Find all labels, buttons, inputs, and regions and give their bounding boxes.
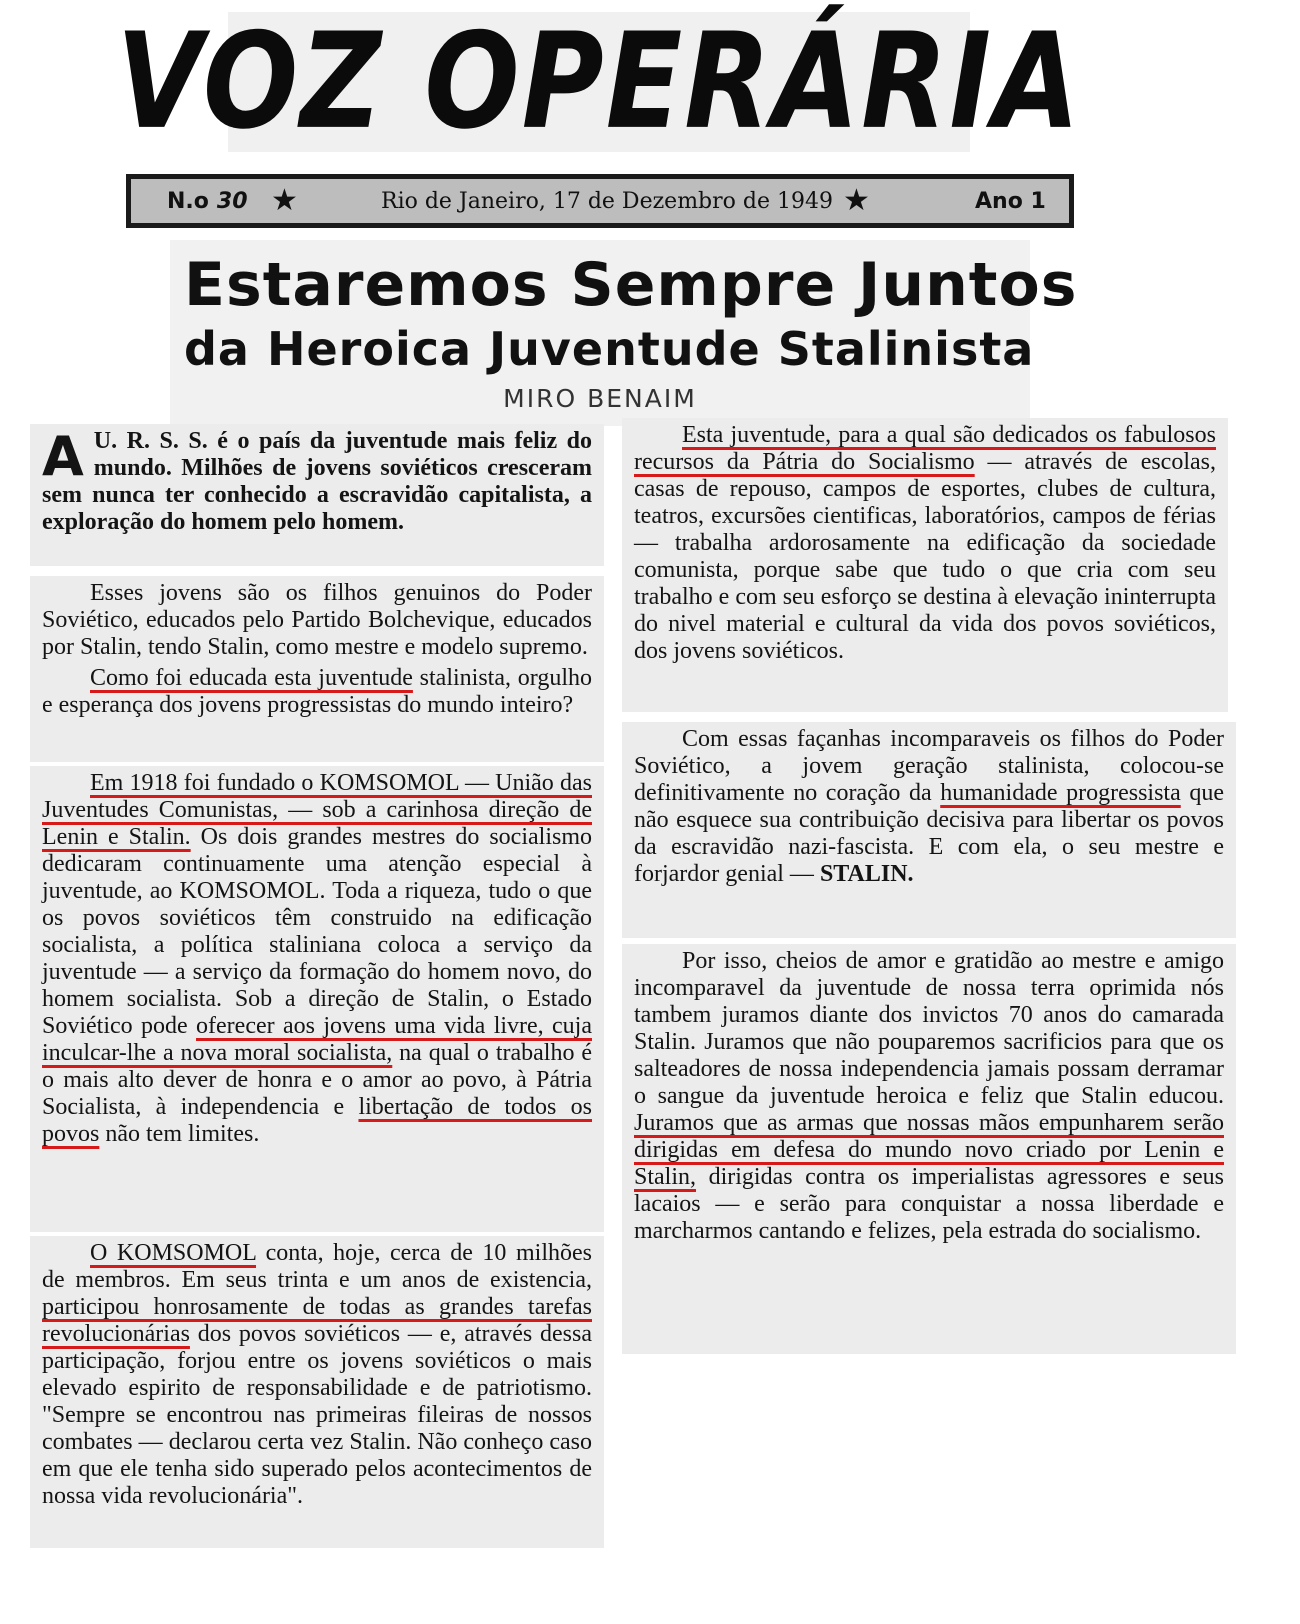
article-headline (170, 240, 1078, 426)
underlined-passage: humanidade progressista (940, 780, 1181, 806)
paragraph-text: Como foi educada esta juventude stalinista, orgulho e esperança dos jovens progressistas do mundo inteiro? (42, 665, 592, 718)
dateline: Rio de Janeiro, 17 de Dezembro de 1949 (381, 188, 833, 214)
article-paragraph (30, 1236, 604, 1548)
underlined-passage: Em 1918 foi fundado o KOMSOMOL — União das Juventudes Comunistas, — sob a carinhosa direção de Lenin e Stalin. (42, 770, 592, 850)
article-paragraph (622, 944, 1236, 1354)
paragraph-text: Em 1918 foi fundado o KOMSOMOL — União das Juventudes Comunistas, — sob a carinhosa direção de Lenin e Stalin. Os dois grandes mestres do socialismo dedicaram continuamente uma atenção especial à juventude, ao KOMSOMOL. Toda a riqueza, tudo o que os povos soviéticos têm construido na edificação socialista, a política staliniana coloca a serviço da juventude — a serviço da formação do homem novo, do homem socialista. Sob a direção de Stalin, o Estado Soviético pode oferecer aos jovens uma vida livre, cuja inculcar-lhe a nova moral socialista, na qual o trabalho é o mais alto dever de honra e o amor ao povo, à Pátria Socialista, à independencia e libertação de todos os povos não tem limites. (42, 770, 593, 1147)
masthead-title: VOZ OPERÁRIA (116, 5, 1082, 159)
paragraph-text: Com essas façanhas incomparaveis os filhos do Poder Soviético, a jovem geração stalinista, colocou-se definitivamente no coração da humanidade progressista que não esquece sua contribuição decisiva para libertar os povos da escravidão nazi-fascista. E com ela, o seu mestre e forjardor genial — STALIN. (634, 726, 1224, 887)
article-paragraph (30, 766, 604, 1232)
newspaper-masthead (116, 5, 1082, 159)
article-paragraph (622, 722, 1236, 938)
underlined-passage: participou honrosamente de todas as grandes tarefas revolucionárias (42, 1294, 592, 1347)
drop-cap: A (42, 425, 84, 488)
underlined-passage: Como foi educada esta juventude (90, 665, 413, 691)
issue-info-bar (126, 174, 1074, 228)
volume-year: Ano 1 (975, 188, 1046, 214)
underlined-passage: libertação de todos os povos (42, 1094, 593, 1147)
star-icon: ★ (271, 183, 298, 218)
paragraph-text: A U. R. S. S. é o país da juventude mais feliz do mundo. Milhões de jovens soviéticos cresceram sem nunca ter conhecido a escravidão capitalista, a exploração do homem pelo homem. (42, 425, 592, 535)
paragraph-text: O KOMSOMOL conta, hoje, cerca de 10 milhões de membros. Em seus trinta e um anos de existencia, participou honrosamente de todas as grandes tarefas revolucionárias dos povos soviéticos — e, através dessa participação, forjou entre os jovens soviéticos o mais elevado espirito de responsabilidade e de patriotismo. "Sempre se encontrou nas primeiras fileiras de nossos combates — declarou certa vez Stalin. Não conheço caso em que ele tenha sido superado pelos acontecimentos de nossa vida revolucionária". (42, 1240, 592, 1509)
underlined-passage: Juramos que as armas que nossas mãos empunharem serão dirigidas em defesa do mundo novo criado por Lenin e Stalin, (634, 1110, 1224, 1190)
article-paragraph (30, 576, 604, 762)
paragraph-text: Por isso, cheios de amor e gratidão ao mestre e amigo incomparavel da juventude de nossa terra oprimida nós tambem juramos diante dos invictos 70 anos do camarada Stalin. Juramos que não pouparemos sacrificios para que os salteadores de nossa independencia jamais possam derramar o sangue da juventude heroica e feliz que Stalin educou. Juramos que as armas que nossas mãos empunharem serão dirigidas em defesa do mundo novo criado por Lenin e Stalin, dirigidas contra os imperialistas agressores e seus lacaios — e serão para conquistar a nossa liberdade e marcharmos cantando e felizes, pela estrada do socialismo. (634, 948, 1224, 1244)
paragraph-text: Esses jovens são os filhos genuinos do Poder Soviético, educados pelo Partido Bolchevique, educados por Stalin, tendo Stalin, como mestre e modelo supremo. (42, 580, 592, 660)
headline-line-1: Estaremos Sempre Juntos (184, 250, 1078, 320)
headline-line-2: da Heroica Juventude Stalinista (184, 322, 1035, 376)
article-paragraph (30, 424, 604, 566)
star-icon: ★ (843, 183, 870, 218)
underlined-passage: Esta juventude, para a qual são dedicados os fabulosos recursos da Pátria do Socialismo (634, 422, 1216, 475)
byline: MIRO BENAIM (503, 384, 697, 413)
issue-number: N.o 30 (167, 188, 248, 214)
underlined-passage: O KOMSOMOL (90, 1240, 257, 1266)
underlined-passage: oferecer aos jovens uma vida livre, cuja inculcar-lhe a nova moral socialista, (42, 1013, 592, 1066)
article-paragraph (622, 418, 1228, 712)
paragraph-text: Esta juventude, para a qual são dedicados os fabulosos recursos da Pátria do Socialismo — através de escolas, casas de repouso, campos de esportes, clubes de cultura, teatros, excursões cientificas, laboratórios, campos de férias — trabalha ardorosamente na edificação da sociedade comunista, porque sabe que tudo o que cria com seu trabalho e com seu esforço se destina à elevação ininterrupta do nivel material e cultural da vida dos povos soviéticos, dos jovens soviéticos. (634, 422, 1216, 664)
